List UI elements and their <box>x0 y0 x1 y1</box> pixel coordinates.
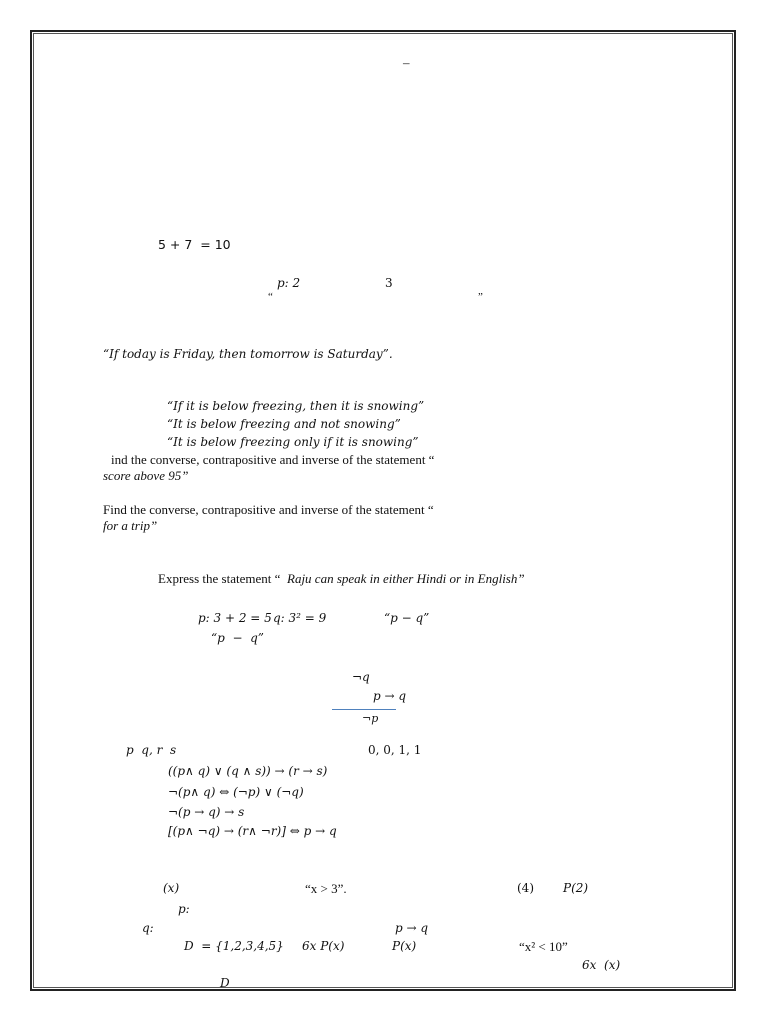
express-statement-italic: Raju can speak in either Hindi or in English” <box>287 571 525 586</box>
p-q-compound: “p − q” <box>384 611 430 625</box>
pqrs-label: p q, r s <box>126 743 177 757</box>
argument-premise-1: ¬q <box>352 670 370 684</box>
p-definition: p: 3 + 2 = 5 <box>198 611 272 625</box>
open-quote: “ <box>268 291 273 303</box>
argument-conclusion: ¬p <box>362 712 379 725</box>
expression-1: ((p∧ q) ∨ (q ∧ s)) → (r → s) <box>168 764 328 778</box>
q-definition: q: 3² = 9 <box>273 611 327 625</box>
domain-set: D = {1,2,3,4,5} <box>184 939 284 953</box>
x-squared-lt-10: “x² < 10” <box>519 939 568 954</box>
express-statement-prefix: Express the statement “ <box>158 571 281 586</box>
freezing-statement-1: “If it is below freezing, then it is snowing” <box>167 399 425 413</box>
forall-px: 6x P(x) <box>302 939 345 953</box>
top-dash: – <box>403 55 410 70</box>
argument-premise-2: p → q <box>373 689 407 703</box>
p-implies-q: p → q <box>395 921 429 935</box>
freezing-statement-3: “It is below freezing only if it is snowing” <box>167 435 419 449</box>
converse-question-2-cont: for a trip” <box>103 518 158 533</box>
p-colon: p: <box>178 902 190 916</box>
converse-question-2: Find the converse, contrapositive and inverse of the statement “ <box>103 502 434 517</box>
argument-rule-line <box>332 709 396 710</box>
p-q-compound-2: “p − q” <box>211 631 264 645</box>
q-colon: q: <box>142 921 154 935</box>
converse-question-1-cont: score above 95” <box>103 468 189 483</box>
p-of-2: P(2) <box>563 881 589 895</box>
freezing-statement-2: “It is below freezing and not snowing” <box>167 417 401 431</box>
converse-question-1: ind the converse, contrapositive and inverse of the statement “ <box>111 452 435 467</box>
expression-2: ¬(p∧ q) ⇔ (¬p) ∨ (¬q) <box>168 785 304 799</box>
marks-4: (4) <box>517 881 534 895</box>
num-3-label: 3 <box>385 276 393 290</box>
equation-5-plus-7: 5 + 7 = 10 <box>158 237 231 252</box>
x-greater-3: “x > 3”. <box>305 881 347 896</box>
forall-x: 6x (x) <box>582 958 621 972</box>
expression-3: ¬(p → q) → s <box>168 805 245 819</box>
px-label: (x) <box>163 881 180 895</box>
domain-d-label: D <box>220 976 230 990</box>
truth-values: 0, 0, 1, 1 <box>368 743 422 757</box>
close-quote: ” <box>478 291 483 303</box>
p-2-label: p: 2 <box>277 276 301 290</box>
expression-4: [(p∧ ¬q) → (r∧ ¬r)] ⇔ p → q <box>168 824 337 838</box>
p-of-x: P(x) <box>392 939 417 953</box>
friday-statement: “If today is Friday, then tomorrow is Saturday”. <box>103 347 393 361</box>
